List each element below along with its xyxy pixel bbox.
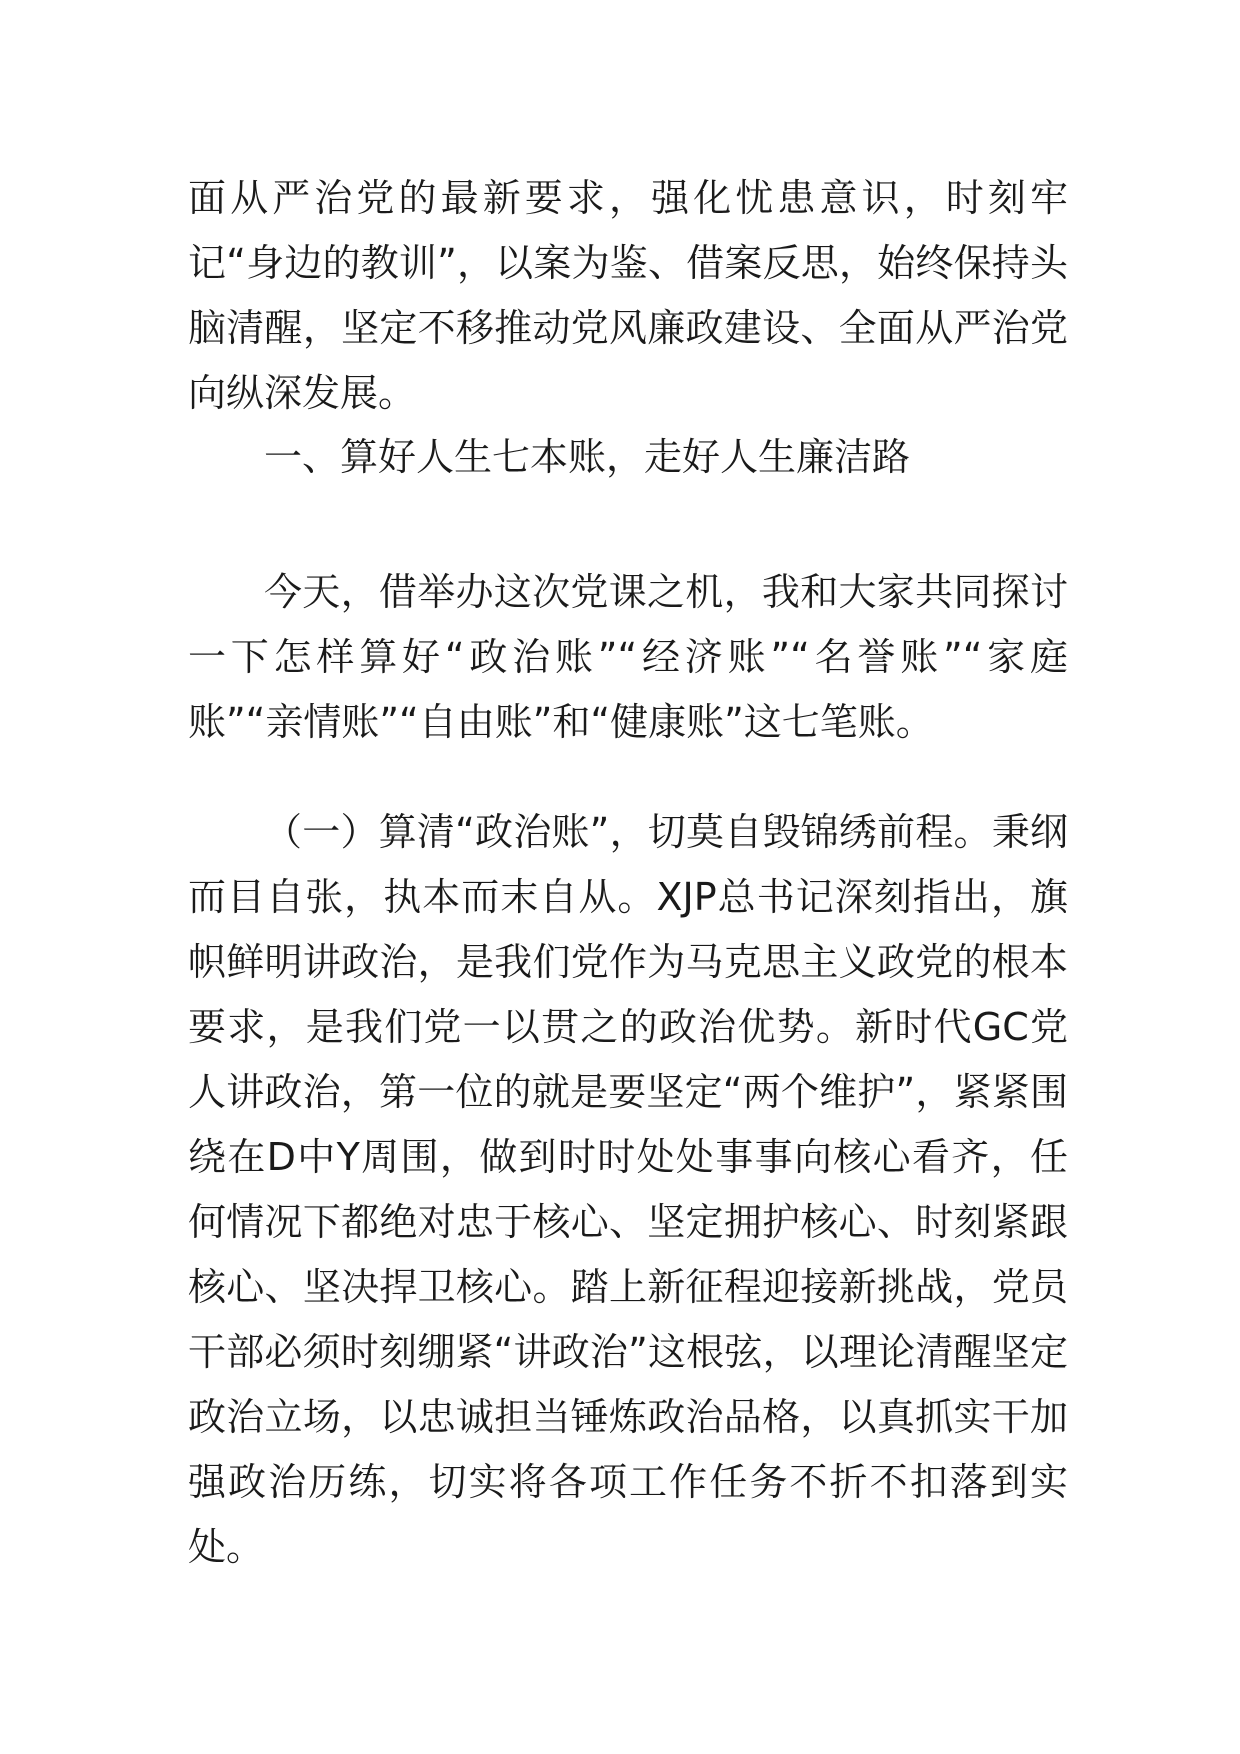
paragraph-political-account: （一）算清“政治账”，切莫自毁锦绣前程。秉纲而目自张，执本而末自从。XJP总书记深刻指出，旗帜鲜明讲政治，是我们党作为马克思主义政党的根本要求，是我们党一以贯之的政治优势。新时代GC党人讲政治，第一位的就是要坚定“两个维护”，紧紧围绕在D中Y周围，做到时时处处事事向核心看齐，任何情况下都绝对忠于核心、坚定拥护核心、时刻紧跟核心、坚决捍卫核心。踏上新征程迎接新挑战，党员干部必须时刻绷紧“讲政治”这根弦，以理论清醒坚定政治立场，以忠诚担当锤炼政治品格，以真抓实干加强政治历练，切实将各项工作任务不折不扣落到实处。 [188,810,1068,1569]
section-heading: 一、算好人生七本账，走好人生廉洁路 [264,435,911,479]
paragraph-intro: 今天，借举办这次党课之机，我和大家共同探讨一下怎样算好“政治账”“经济账”“名誉账”“家庭账”“亲情账”“自由账”和“健康账”这七笔账。 [188,570,1068,744]
paragraph-continuation: 面从严治党的最新要求，强化忧患意识，时刻牢记“身边的教训”，以案为鉴、借案反思，始终保持头脑清醒，坚定不移推动党风廉政建设、全面从严治党向纵深发展。 [188,176,1068,415]
